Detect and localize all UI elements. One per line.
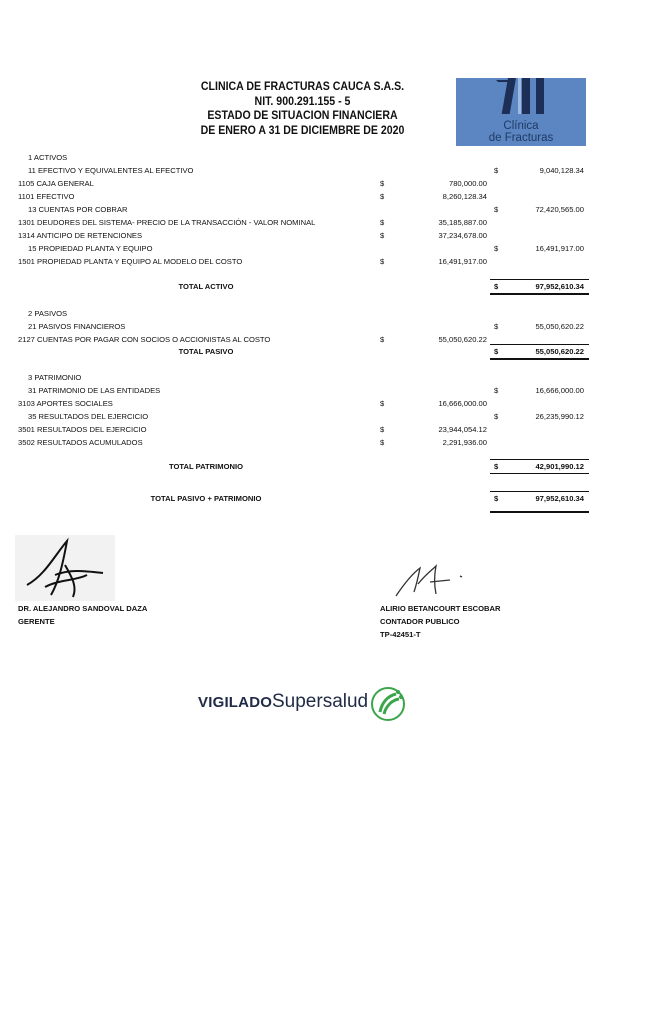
account-label: 21 PASIVOS FINANCIEROS xyxy=(28,322,126,331)
total-label: TOTAL PASIVO xyxy=(178,347,234,356)
account-label: 1101 EFECTIVO xyxy=(18,192,75,201)
account-row xyxy=(0,321,670,333)
group-value: 55,050,620.22 xyxy=(535,322,584,331)
group-currency: $ xyxy=(494,244,499,253)
account-currency: $ xyxy=(380,438,385,447)
total-label: TOTAL PATRIMONIO xyxy=(169,462,243,471)
account-value: 37,234,678.00 xyxy=(438,231,487,240)
account-value: 55,050,620.22 xyxy=(438,335,487,344)
clinic-logo xyxy=(456,78,586,146)
manager-name: DR. ALEJANDRO SANDOVAL DAZA xyxy=(18,604,148,613)
total-value: 55,050,620.22 xyxy=(535,347,584,356)
company-name: CLINICA DE FRACTURAS CAUCA S.A.S. xyxy=(200,81,405,93)
account-row xyxy=(0,230,670,242)
rule xyxy=(490,491,589,492)
account-currency: $ xyxy=(380,399,385,408)
total-value: 97,952,610.34 xyxy=(535,282,584,291)
total-activo-row xyxy=(0,281,670,293)
account-row xyxy=(0,372,670,384)
account-label: 31 PATRIMONIO DE LAS ENTIDADES xyxy=(28,386,161,395)
rule xyxy=(490,293,589,295)
manager-signature xyxy=(15,535,115,601)
account-label: 3502 RESULTADOS ACUMULADOS xyxy=(18,438,143,447)
vigilado-supersalud-logo xyxy=(198,688,408,722)
group-value: 9,040,128.34 xyxy=(539,166,584,175)
signature-icon xyxy=(390,560,470,600)
account-row xyxy=(0,411,670,423)
account-label: 1301 DEUDORES DEL SISTEMA- PRECIO DE LA TRANSACCIÓN - VALOR NOMINAL xyxy=(18,218,316,227)
total-currency: $ xyxy=(494,282,499,291)
supersalud-text: Supersalud xyxy=(272,691,369,712)
total-currency: $ xyxy=(494,462,499,471)
total-pasivo-patrimonio-row xyxy=(0,493,670,505)
rule xyxy=(490,279,589,280)
account-value: 2,291,936.00 xyxy=(442,438,487,447)
account-row xyxy=(0,243,670,255)
total-label: TOTAL PASIVO + PATRIMONIO xyxy=(150,494,262,503)
account-label: 15 PROPIEDAD PLANTA Y EQUIPO xyxy=(28,244,153,253)
vigilado-text: VIGILADO xyxy=(198,694,273,711)
account-label: 3 PATRIMONIO xyxy=(28,373,82,382)
account-currency: $ xyxy=(380,179,385,188)
account-label: 1501 PROPIEDAD PLANTA Y EQUIPO AL MODELO DEL COSTO xyxy=(18,257,243,266)
account-label: 2 PASIVOS xyxy=(28,309,68,318)
statement-header xyxy=(160,80,445,138)
total-patrimonio-row xyxy=(0,461,670,473)
group-value: 72,420,565.00 xyxy=(535,205,584,214)
total-currency: $ xyxy=(494,347,499,356)
account-value: 16,666,000.00 xyxy=(438,399,487,408)
signature-icon xyxy=(15,535,115,601)
clinic-logo-icon xyxy=(494,78,550,114)
total-label: TOTAL ACTIVO xyxy=(178,282,234,291)
account-label: 11 EFECTIVO Y EQUIVALENTES AL EFECTIVO xyxy=(28,166,194,175)
total-value: 97,952,610.34 xyxy=(535,494,584,503)
account-currency: $ xyxy=(380,335,385,344)
manager-role: GERENTE xyxy=(18,617,55,626)
group-value: 16,666,000.00 xyxy=(535,386,584,395)
supersalud-icon xyxy=(368,684,408,724)
statement-period: DE ENERO A 31 DE DICIEMBRE DE 2020 xyxy=(200,124,405,137)
account-currency: $ xyxy=(380,257,385,266)
account-row xyxy=(0,398,670,410)
account-label: 13 CUENTAS POR COBRAR xyxy=(28,205,128,214)
accountant-role: CONTADOR PUBLICO xyxy=(380,617,460,626)
account-currency: $ xyxy=(380,231,385,240)
account-value: 8,260,128.34 xyxy=(442,192,487,201)
group-currency: $ xyxy=(494,386,499,395)
total-currency: $ xyxy=(494,494,499,503)
account-row xyxy=(0,191,670,203)
account-currency: $ xyxy=(380,218,385,227)
account-row xyxy=(0,165,670,177)
account-row xyxy=(0,204,670,216)
account-row xyxy=(0,308,670,320)
account-label: 2127 CUENTAS POR PAGAR CON SOCIOS O ACCIONISTAS AL COSTO xyxy=(18,335,271,344)
total-value: 42,901,990.12 xyxy=(535,462,584,471)
account-value: 23,944,054.12 xyxy=(438,425,487,434)
account-row xyxy=(0,424,670,436)
clinic-logo-text: Clínica de Fracturas xyxy=(488,120,554,144)
account-row xyxy=(0,178,670,190)
statement-title: ESTADO DE SITUACION FINANCIERA xyxy=(207,110,398,122)
account-value: 16,491,917.00 xyxy=(438,257,487,266)
rule xyxy=(490,511,589,513)
rule xyxy=(490,473,589,474)
account-row xyxy=(0,437,670,449)
rule xyxy=(490,358,589,360)
account-label: 35 RESULTADOS DEL EJERCICIO xyxy=(28,412,149,421)
group-currency: $ xyxy=(494,205,499,214)
account-row xyxy=(0,385,670,397)
rule xyxy=(490,459,589,460)
group-currency: $ xyxy=(494,412,499,421)
account-label: 1 ACTIVOS xyxy=(28,153,68,162)
account-row xyxy=(0,152,670,164)
group-currency: $ xyxy=(494,166,499,175)
account-row xyxy=(0,217,670,229)
group-currency: $ xyxy=(494,322,499,331)
account-label: 1105 CAJA GENERAL xyxy=(18,179,94,188)
accountant-name: ALIRIO BETANCOURT ESCOBAR xyxy=(380,604,501,613)
account-value: 780,000.00 xyxy=(448,179,487,188)
total-pasivo-row xyxy=(0,346,670,358)
account-label: 3501 RESULTADOS DEL EJERCICIO xyxy=(18,425,147,434)
account-label: 1314 ANTICIPO DE RETENCIONES xyxy=(18,231,143,240)
account-currency: $ xyxy=(380,425,385,434)
company-nit: NIT. 900.291.155 - 5 xyxy=(254,95,351,108)
account-value: 35,185,887.00 xyxy=(438,218,487,227)
accountant-license: TP-42451-T xyxy=(380,630,421,639)
group-value: 16,491,917.00 xyxy=(535,244,584,253)
account-row xyxy=(0,256,670,268)
accountant-signature xyxy=(390,560,470,600)
account-currency: $ xyxy=(380,192,385,201)
rule xyxy=(490,344,589,345)
group-value: 26,235,990.12 xyxy=(535,412,584,421)
account-label: 3103 APORTES SOCIALES xyxy=(18,399,113,408)
